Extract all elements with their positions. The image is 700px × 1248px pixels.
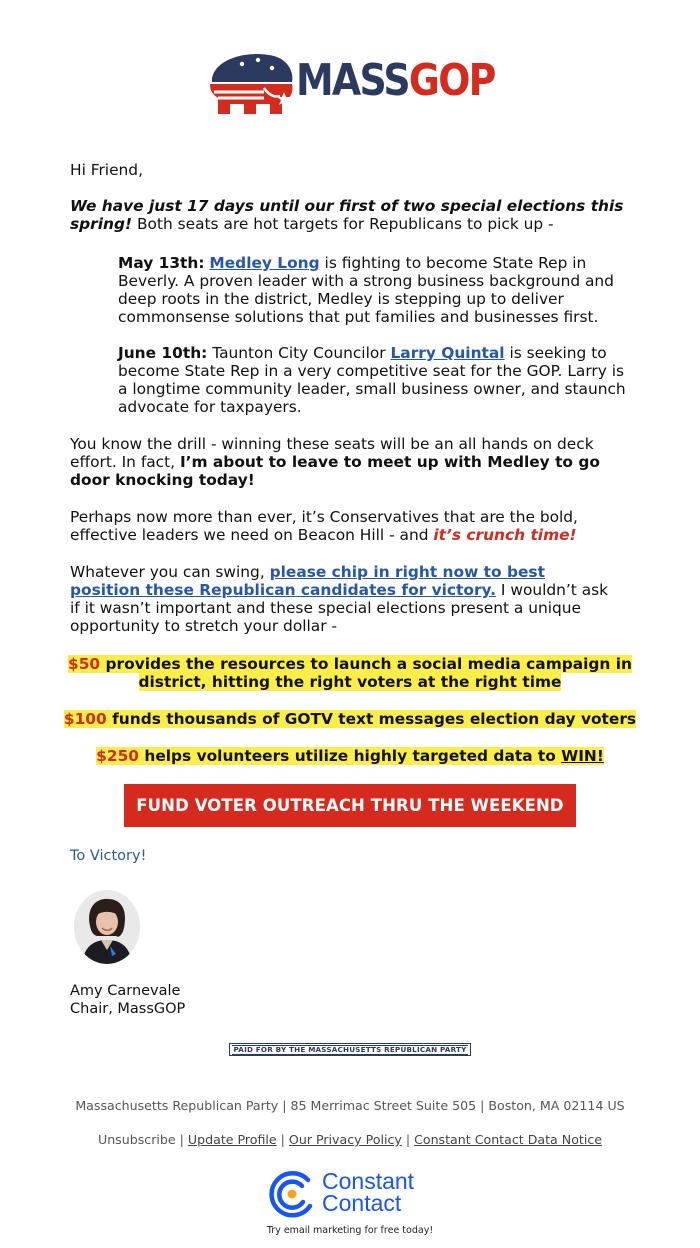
logo-gop: GOP [408,55,495,106]
portrait-icon [74,890,140,964]
election-pre: Taunton City Councilor [207,344,391,362]
cc-line2: Contact [322,1190,402,1216]
greeting: Hi Friend, [70,161,143,179]
election-june [118,344,633,416]
intro-bold: We have just 17 days until our first of two special elections this spring! [70,197,624,233]
medley-long-link[interactable]: Medley Long [209,254,320,272]
ask-amount: $250 [96,747,139,765]
fund-voter-outreach-button[interactable]: FUND VOTER OUTREACH THRU THE WEEKEND [124,784,576,827]
election-may [118,254,618,326]
constant-contact-wordmark [322,1170,414,1214]
constant-contact-logo[interactable] [268,1170,438,1218]
paid-for-disclaimer [229,1043,471,1056]
drill-paragraph [70,435,610,489]
logo-wordmark [296,52,495,110]
drill-bold: I’m about to leave to meet up with Medley to go door knocking today! [70,453,600,489]
ask-50 [60,655,640,691]
paid-for-text: PAID FOR BY THE MASSACHUSETTS REPUBLICAN PARTY [233,1044,467,1054]
logo-mass: MASS [296,55,409,106]
election-text: is seeking to become State Rep in a very competitive seat for the GOP. Larry is a longtime community leader, small business owner, and staunch advocate for taxpayers. [118,344,626,416]
massgop-logo[interactable] [208,48,495,118]
footer-links [0,1132,700,1147]
ask-text: provides the resources to launch a social media campaign in district, hitting the right voters at the right time [100,655,632,691]
data-notice-link[interactable]: Constant Contact Data Notice [414,1132,603,1147]
signature-title: Chair, MassGOP [70,1001,186,1017]
drill-text: You know the drill - winning these seats will be an all hands on deck effort. In fact, [70,435,594,471]
sep: | [401,1132,415,1147]
perhaps-text: Perhaps now more than ever, it’s Conservatives that are the bold, effective leaders we need on Beacon Hill - and [70,508,578,544]
ask-100 [60,710,640,728]
cc-tagline[interactable]: Try email marketing for free today! [266,1225,434,1236]
avatar [74,890,140,964]
sep: | [276,1132,289,1147]
chip-in-link[interactable]: please chip in right now to best position these Republican candidates for victory. [70,563,545,599]
swing-pre: Whatever you can swing, [70,563,270,581]
ask-win: WIN! [561,747,604,765]
perhaps-paragraph [70,508,600,544]
ask-text: helps volunteers utilize highly targeted data to [139,747,562,765]
ask-250 [60,747,640,765]
intro-rest: Both seats are hot targets for Republicans to pick up - [132,215,554,233]
election-text: is fighting to become State Rep in Beverly. A proven leader with a strong business background and deep roots in the district, Medley is stepping up to deliver commonsense solutions that put families and businesses first. [118,254,614,326]
constant-contact-logo-icon [268,1170,316,1218]
intro-paragraph [70,197,630,233]
swing-post: I wouldn’t ask if it wasn’t important and these special elections present a unique opportunity to stretch your dollar - [70,581,609,635]
update-profile-link[interactable]: Update Profile [187,1132,277,1147]
ask-amount: $50 [68,655,101,673]
closing: To Victory! [70,848,147,864]
ask-amount: $100 [63,710,107,728]
swing-paragraph [70,563,620,635]
privacy-policy-link[interactable]: Our Privacy Policy [288,1132,402,1147]
footer-address: Massachusetts Republican Party | 85 Merrimac Street Suite 505 | Boston, MA 02114 US [75,1098,625,1113]
signature-name: Amy Carnevale [70,983,181,999]
sep: | [175,1132,188,1147]
larry-quintal-link[interactable]: Larry Quintal [390,344,505,362]
cc-line1: Constant [322,1168,415,1194]
crunch-time-emphasis: it’s crunch time! [433,526,577,544]
election-date: May 13th: [118,254,205,272]
unsubscribe-link[interactable]: Unsubscribe [97,1132,176,1147]
election-date: June 10th: [118,344,208,362]
ask-text: funds thousands of GOTV text messages election day voters [106,710,637,728]
